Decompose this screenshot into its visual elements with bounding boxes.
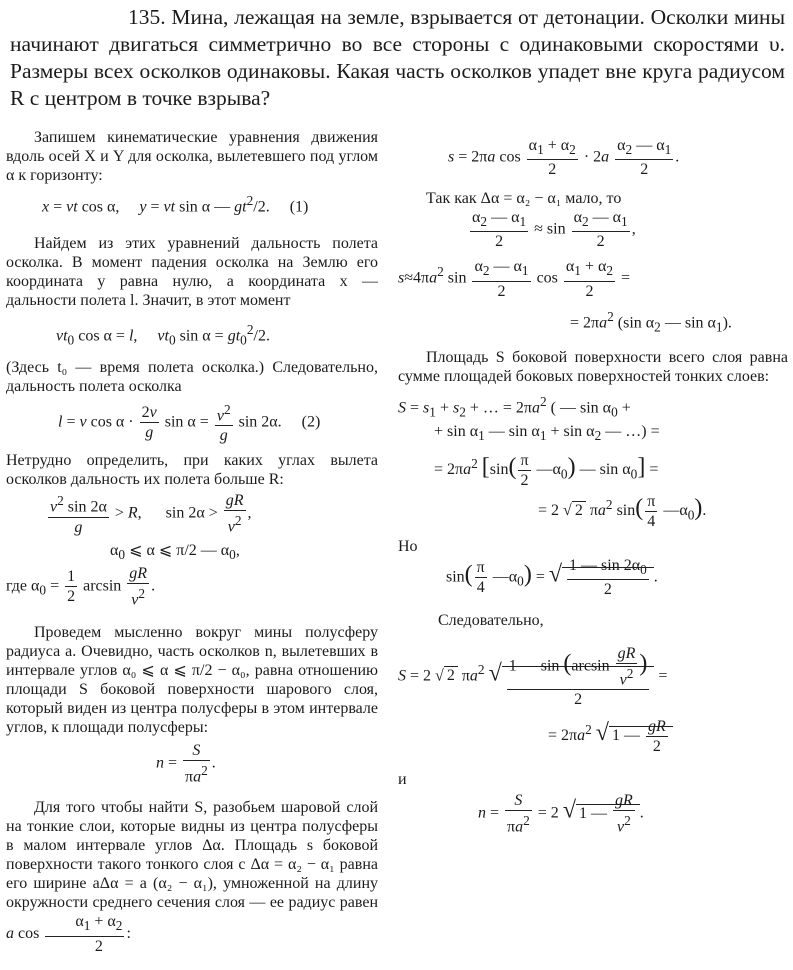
equation-s-result: = $2\pi a^2$ (sin $\alpha_2$ — $\sin \alpha_1$). — [570, 308, 732, 335]
equation-approx: $\frac{\alpha_2 — \alpha_1}{2}$ ≈ sin $\frac{\alpha_2 — \alpha_1}{2}$ , — [472, 209, 636, 251]
right-paragraph-1: Так как Δα = α₂ − α₁ мало, то — [426, 190, 622, 208]
right-column — [398, 128, 788, 837]
equation-S-final-2: = $2\pi a^2$ √ 1 — $\frac{gR}{2}$ — [548, 717, 788, 756]
equation-2: l = v cos α · $\frac{2v}{g}$ sin α = $\frac{v^2}{g}$ sin 2α. (2) — [58, 401, 321, 445]
equation-n-final: n = $\frac{S}{\pi a^2}$ = 2 √ 1 — $\frac{gR}{v^2}$ . — [478, 792, 644, 836]
equation-S-final: S = 2 √ 2 $\pi a^2$ √ 1 — sin (arcsin $\frac{gR}{v^2}$ ) 2 = — [398, 644, 668, 709]
left-column — [6, 128, 378, 956]
right-therefore: Следовательно, — [438, 611, 544, 629]
equation-S-sum-2: + $\sin \alpha_1$ — $\sin \alpha_1 + \sin \alpha_2$ — …) = — [434, 422, 660, 443]
right-and: и — [398, 771, 407, 789]
right-but: Но — [398, 537, 418, 555]
equation-S-sum-3: = $2\pi a^2$ [sin( $\frac{\pi}{2}$ $—\alpha_0$) — $\sin \alpha_0$] = — [434, 451, 659, 489]
left-paragraph-4: Нетрудно определить, при каких углах вылета осколков дальность их полета больше R: — [6, 452, 378, 489]
problem-number: 135. — [128, 5, 166, 29]
left-paragraph-2: Найдем из этих уравнений дальность полета осколка. В момент падения осколка на Землю его координата y равна нулю, а координата x — дальности полета l. Значит, в этот момент — [6, 235, 378, 310]
problem-statement — [10, 4, 785, 112]
equation-flight: $vt_0$ cos α = l, $vt_0$ $\sin \alpha = gt_0^2/2$. — [56, 322, 270, 348]
problem-text: Мина, лежащая на земле, взрывается от детонации. Осколки мины начинают двигаться симметрично во все стороны с одинаковыми скоростями υ. Размеры всех осколков одинаковы. Какая часть осколков упадет вне круга радиусом R с центром в точке взрыва? — [10, 5, 786, 110]
equation-inequality: $\frac{v^2 \sin 2\alpha}{g}$ > R, sin 2α > $\frac{gR}{v^2}$ , — [50, 492, 252, 536]
left-paragraph-6: Для того чтобы найти S, разобьем шаровой слой на тонкие слои, которые видны из центра полусферы в малом интервале углов Δα. Площадь s боковой поверхности такого тонкого слоя с Δα = α₂ − α₁ равна его ширине aΔα = a (α₂ − α₁), умноженной на длину окружности среднего сечения слоя — ее радиус равен a cos $\frac{\alpha_1 + \alpha_2}{2}$ : — [6, 799, 378, 955]
equation-alpha0: где $\alpha_0$ = $\frac{1}{2}$ arcsin $\frac{gR}{v^2}$ . — [6, 564, 156, 609]
left-paragraph-5: Проведем мысленно вокруг мины полусферу радиуса a. Очевидно, часть осколков n, вылетевших в интервале углов α₀ ⩽ α ⩽ π/2 − α₀, равна отношению площади S боковой поверхности шарового слоя, который виден из центра полусферы в этом интервале углов, к площади полусферы: — [6, 624, 378, 737]
equation-s-approx: $s\approx 4\pi a^2$ sin $\frac{\alpha_2 — \alpha_1}{2}$ cos $\frac{\alpha_1 + \alpha_2}{2}$ = — [398, 258, 631, 300]
equation-n: n = $\frac{S}{\pi a^2}$ . — [156, 742, 216, 786]
left-paragraph-3: (Здесь t₀ — время полета осколка.) Следовательно, дальность полета осколка — [6, 358, 378, 395]
equation-1: x = vt cos α, y = vt sin α — $gt^2/2$. (1) — [42, 193, 309, 216]
equation-angle-range: $\alpha_0$ ⩽ α ⩽ π/2 — $\alpha_0$, — [110, 541, 240, 562]
right-paragraph-2: Площадь S боковой поверхности всего слоя равна сумме площадей боковых поверхностей тонких слоев: — [398, 349, 788, 386]
left-paragraph-1: Запишем кинематические уравнения движения вдоль осей X и Y для осколка, вылетевшего под углом α к горизонту: — [6, 129, 378, 184]
equation-s-thin: s = 2πa cos $\frac{\alpha_1 + \alpha_2}{2}$ · 2a $\frac{\alpha_2 — \alpha_1}{2}$ . — [448, 137, 680, 179]
equation-S-sum: $S = s_1 + s_2$ + … = $2\pi a^2$ ( — $\sin \alpha_0$ + — [398, 394, 631, 420]
equation-S-sum-4: = 2 √ 2 $\pi a^2$ sin( $\frac{\pi}{4}$ $—\alpha_0$). — [538, 492, 707, 530]
equation-sin-identity: sin( $\frac{\pi}{4}$ $—\alpha_0$) = √ $\frac{1 — \sin 2\alpha_0}{2}$ . — [446, 556, 658, 598]
